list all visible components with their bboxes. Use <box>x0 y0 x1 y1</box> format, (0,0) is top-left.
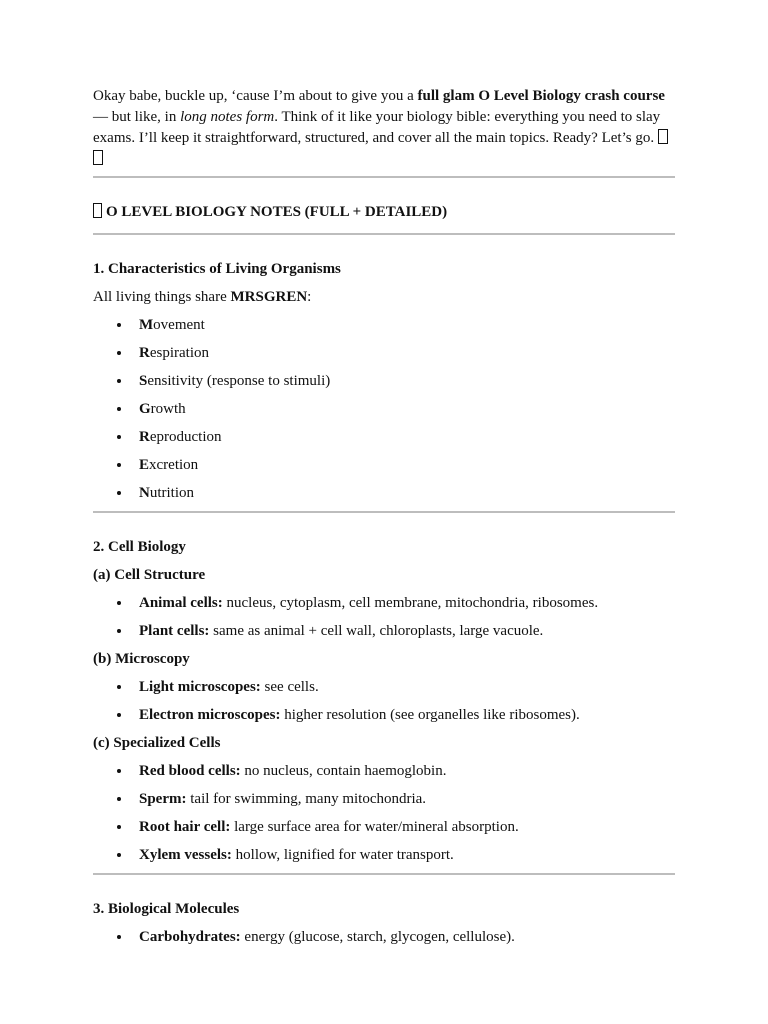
item-initial: G <box>139 401 151 417</box>
intro-text-3: . Think of it like your biology bible: everything you need to slay exams. I’ll keep it straightforward, structured, and cover all the main topics. Ready? Let’s go. <box>93 109 661 146</box>
sparkle-emoji-icon <box>658 129 668 144</box>
item-initial: R <box>139 429 150 445</box>
item-text: eproduction <box>149 429 222 445</box>
item-initial: S <box>139 373 148 389</box>
notebook-emoji-icon <box>93 203 102 218</box>
item-text: energy (glucose, starch, glycogen, cellulose). <box>240 929 515 945</box>
item-text: utrition <box>149 485 195 501</box>
subheading-microscopy: (b) Microscopy <box>93 651 190 667</box>
page-title-text: O LEVEL BIOLOGY NOTES (FULL + DETAILED) <box>106 204 448 220</box>
item-text: ensitivity (response to stimuli) <box>147 373 331 389</box>
item-text: higher resolution (see organelles like ribosomes). <box>280 707 580 723</box>
item-text: hollow, lignified for water transport. <box>231 847 454 863</box>
list-item <box>139 621 675 641</box>
list-item <box>139 845 675 865</box>
item-label: Carbohydrates: <box>139 929 241 945</box>
item-text: espiration <box>149 345 209 361</box>
subheading-specialized-cells: (c) Specialized Cells <box>93 735 221 751</box>
item-initial: N <box>139 485 150 501</box>
microscopy-list <box>93 677 675 725</box>
item-initial: E <box>139 457 150 473</box>
intro-bold-text: full glam O Level Biology crash course <box>417 88 665 104</box>
item-label: Electron microscopes: <box>139 707 281 723</box>
section-heading-biological-molecules: 3. Biological Molecules <box>93 901 240 917</box>
cell-structure-list <box>93 593 675 641</box>
document-page <box>93 86 675 955</box>
list-item <box>139 315 675 335</box>
divider <box>93 233 675 235</box>
intro-italic-text: long notes form <box>180 109 275 125</box>
item-text: same as animal + cell wall, chloroplasts, large vacuole. <box>209 623 544 639</box>
intro-text-2: — but like, in <box>93 109 181 125</box>
item-label: Plant cells: <box>139 623 210 639</box>
list-item <box>139 483 675 503</box>
item-text: xcretion <box>149 457 199 473</box>
mrsgren-colon: : <box>307 289 312 305</box>
item-text: ovement <box>153 317 205 333</box>
section-heading-characteristics: 1. Characteristics of Living Organisms <box>93 261 341 277</box>
biological-molecules-list <box>93 927 675 947</box>
subheading-cell-structure: (a) Cell Structure <box>93 567 206 583</box>
item-text: nucleus, cytoplasm, cell membrane, mitochondria, ribosomes. <box>222 595 599 611</box>
item-label: Root hair cell: <box>139 819 231 835</box>
list-item <box>139 761 675 781</box>
dna-emoji-icon <box>93 150 103 165</box>
item-label: Red blood cells: <box>139 763 241 779</box>
specialized-cells-list <box>93 761 675 865</box>
divider <box>93 511 675 513</box>
item-label: Sperm: <box>139 791 187 807</box>
item-initial: R <box>139 345 150 361</box>
intro-text-1: Okay babe, buckle up, ‘cause I’m about to give you a <box>93 88 418 104</box>
mrsgren-lead <box>93 287 675 307</box>
page-title <box>93 202 675 222</box>
list-item <box>139 817 675 837</box>
divider <box>93 873 675 875</box>
item-label: Xylem vessels: <box>139 847 232 863</box>
list-item <box>139 593 675 613</box>
list-item <box>139 427 675 447</box>
item-text: tail for swimming, many mitochondria. <box>186 791 427 807</box>
item-text: rowth <box>150 401 186 417</box>
list-item <box>139 927 675 947</box>
item-label: Animal cells: <box>139 595 223 611</box>
mrsgren-acronym: MRSGREN <box>230 289 308 305</box>
list-item <box>139 371 675 391</box>
item-text: no nucleus, contain haemoglobin. <box>240 763 447 779</box>
mrsgren-lead-text: All living things share <box>93 289 231 305</box>
list-item <box>139 705 675 725</box>
intro-paragraph <box>93 86 675 170</box>
list-item <box>139 343 675 363</box>
list-item <box>139 677 675 697</box>
divider <box>93 176 675 178</box>
item-text: see cells. <box>260 679 319 695</box>
section-heading-cell-biology: 2. Cell Biology <box>93 539 186 555</box>
characteristics-list <box>93 315 675 503</box>
item-initial: M <box>139 317 154 333</box>
item-label: Light microscopes: <box>139 679 261 695</box>
list-item <box>139 789 675 809</box>
item-text: large surface area for water/mineral absorption. <box>230 819 519 835</box>
list-item <box>139 399 675 419</box>
list-item <box>139 455 675 475</box>
